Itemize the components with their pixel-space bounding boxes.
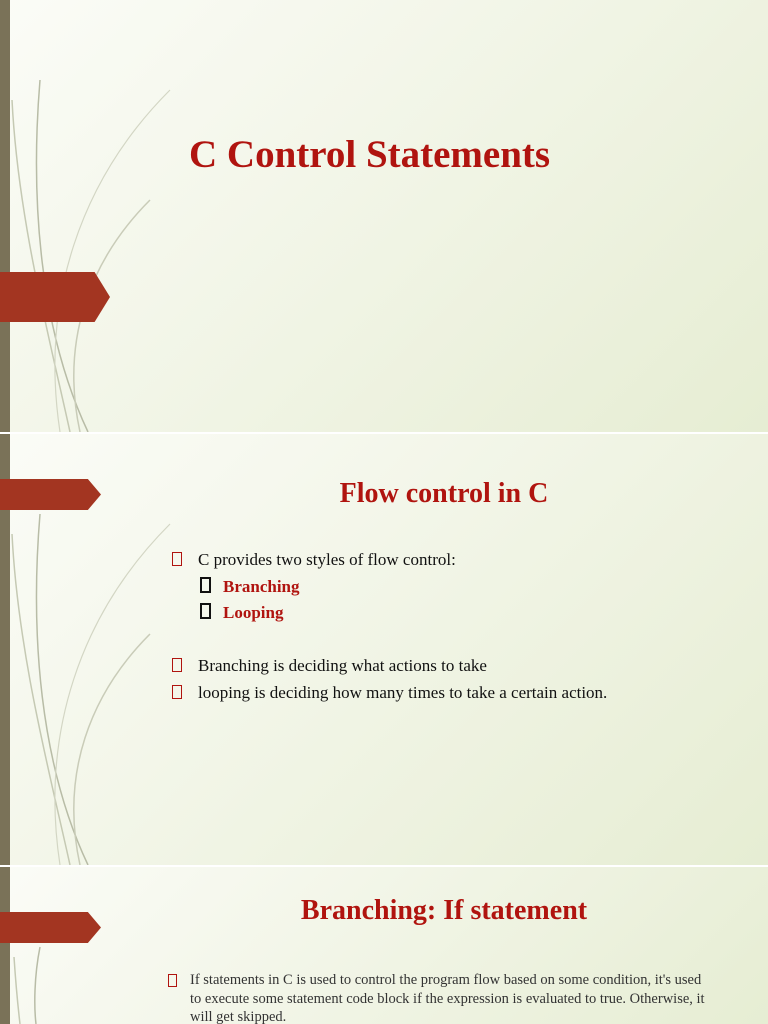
- list-item: [172, 547, 456, 574]
- slide-left-bar: [0, 867, 10, 1024]
- presentation-title: C Control Statements: [189, 133, 551, 176]
- slide-title: Flow control in C: [339, 478, 549, 509]
- slide-flow-control[interactable]: [0, 434, 768, 865]
- sub-bullet-text: Looping: [223, 603, 284, 622]
- slide-left-bar: [0, 0, 10, 432]
- list-item: [172, 600, 456, 627]
- flow-control-list: [172, 547, 456, 627]
- slide-title: Branching: If statement: [300, 895, 588, 926]
- slide-arrow-tab: [0, 272, 110, 322]
- decorative-curves: [0, 0, 200, 432]
- list-item: [172, 574, 456, 601]
- slide-if-statement[interactable]: [0, 867, 768, 1024]
- bullet-text: looping is deciding how many times to take a certain action.: [198, 682, 608, 702]
- list-item: [172, 653, 607, 680]
- sub-bullet-icon: [200, 577, 211, 593]
- list-item: [172, 680, 607, 707]
- bullet-icon: [172, 552, 182, 566]
- bullet-icon: [172, 658, 182, 672]
- bullet-text: C provides two styles of flow control:: [198, 550, 456, 569]
- sub-bullet-text: Branching: [223, 576, 300, 596]
- paragraph-text: If statements in C is used to control the program flow based on some condition, it's used to execute some statement code block if the expression is evaluated to true. Otherwise, it will get skipped.: [190, 972, 705, 1024]
- definition-list: [172, 653, 607, 706]
- if-statement-description: [168, 971, 708, 1024]
- sub-bullet-icon: [200, 603, 211, 619]
- bullet-text: Branching is deciding what actions to take: [198, 656, 487, 675]
- bullet-icon: [172, 685, 182, 699]
- bullet-icon: [168, 974, 177, 987]
- slide-title-page[interactable]: [0, 0, 768, 432]
